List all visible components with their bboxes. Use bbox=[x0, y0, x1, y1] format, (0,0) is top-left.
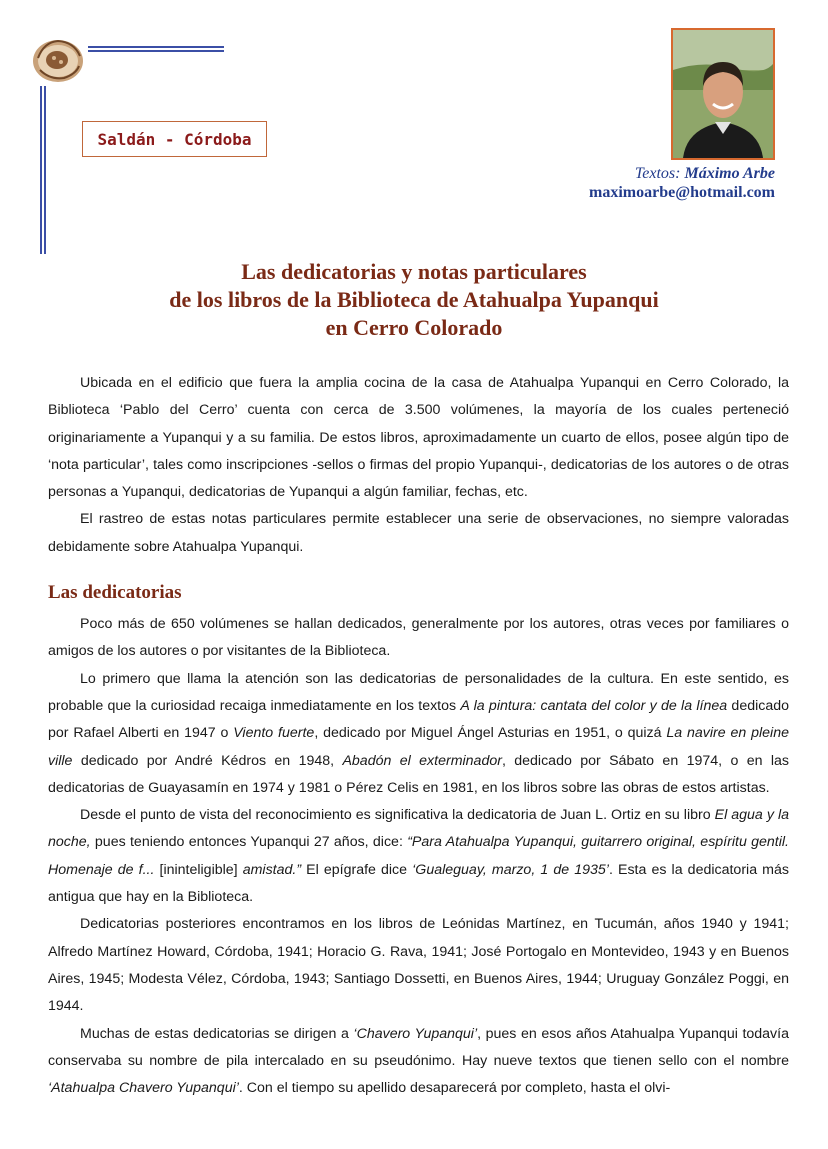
text-run: [ininteligible] bbox=[154, 861, 243, 878]
decorative-horizontal-rule bbox=[88, 46, 224, 52]
section-heading: Las dedicatorias bbox=[48, 582, 182, 604]
text-run: pues teniendo entonces Yupanqui 27 años, dice: bbox=[90, 834, 408, 851]
quotation: ‘Chavero Yupanqui’ bbox=[353, 1025, 478, 1042]
body-paragraph bbox=[48, 666, 789, 802]
location-label bbox=[82, 121, 267, 157]
body-paragraph bbox=[48, 1021, 789, 1103]
title-line: Las dedicatorias y notas particulares bbox=[241, 259, 587, 284]
text-run: , dedicado por Miguel Ángel Asturias en 1951, o quizá bbox=[314, 725, 667, 742]
article-body bbox=[48, 370, 789, 1102]
quotation: ‘Atahualpa Chavero Yupanqui’ bbox=[48, 1080, 239, 1097]
text-run: . Esta es la dedicatoria más antigua que hay en la Biblioteca. bbox=[48, 861, 789, 906]
credit-label: Textos: bbox=[634, 165, 681, 182]
author-name: Máximo Arbe bbox=[684, 165, 775, 182]
body-paragraph: Poco más de 650 volúmenes se hallan dedicados, generalmente por los autores, otras veces por familiares o amigos de los autores o por visitantes de la Biblioteca. bbox=[48, 616, 789, 660]
sunflower-emblem-icon bbox=[30, 36, 86, 84]
text-run: Muchas de estas dedicatorias se dirigen a bbox=[80, 1025, 354, 1042]
title-line: en Cerro Colorado bbox=[325, 315, 503, 340]
text-run: , dedicado por Sábato en 1974, o en las dedicatorias de Guayasamín en 1974 y 1981 o Pérez Celis en 1981, en los libros sobre las obras de estos artistas. bbox=[48, 752, 789, 796]
body-paragraph: Dedicatorias posteriores encontramos en los libros de Leónidas Martínez, en Tucumán, años 1940 y 1941; Alfredo Martínez Howard, Córdoba, 1941; Horacio G. Rava, 1941; José Portogalo en Montevideo, 1943 y en Buenos Aires, 1945; Modesta Vélez, Córdoba, 1943; Santiago Dossetti, en Buenos Aires, 1944; Uruguay González Poggi, en 1944. bbox=[48, 916, 789, 1015]
book-title: A la pintura: cantata del color y de la línea bbox=[460, 697, 728, 714]
decorative-vertical-rule bbox=[40, 86, 46, 254]
quotation: “Para Atahualpa Yupanqui, guitarrero original, espíritu gentil. Homenaje de f... bbox=[48, 834, 789, 878]
location-text: Saldán - Córdoba bbox=[97, 129, 252, 149]
body-paragraph bbox=[48, 802, 789, 911]
intro-paragraph: El rastreo de estas notas particulares permite establecer una serie de observaciones, no siempre valoradas debidamente sobre Atahualpa Yupanqui. bbox=[48, 511, 789, 555]
text-run: dedicado por André Kédros en 1948, bbox=[72, 752, 343, 769]
author-photo bbox=[671, 28, 775, 160]
book-title: El agua y la noche, bbox=[48, 807, 789, 851]
quotation: ‘Gualeguay, marzo, 1 de 1935’ bbox=[412, 861, 609, 878]
book-title: Abadón el exterminador bbox=[342, 752, 502, 769]
article-title bbox=[0, 258, 828, 342]
text-run: dedicado por Rafael Alberti en 1947 o bbox=[48, 697, 790, 742]
quotation: amistad.” bbox=[242, 861, 302, 878]
title-line: de los libros de la Biblioteca de Atahualpa Yupanqui bbox=[169, 287, 659, 312]
author-email: maximoarbe@hotmail.com bbox=[589, 184, 775, 201]
intro-paragraph: Ubicada en el edificio que fuera la amplia cocina de la casa de Atahualpa Yupanqui en Cerro Colorado, la Biblioteca ‘Pablo del Cerro’ cuenta con cerca de 3.500 volúmenes, la mayoría de los cuales perteneció originariamente a Yupanqui y a su familia. De estos libros, aproximadamente un cuarto de ellos, posee algún tipo de ‘nota particular’, tales como inscripciones -sellos o firmas del propio Yupanqui-, dedicatorias de los autores o de otras personas a Yupanqui, dedicatorias de Yupanqui a algún familiar, fechas, etc. bbox=[48, 375, 789, 501]
author-credit bbox=[589, 164, 775, 202]
author-portrait-image bbox=[673, 30, 773, 158]
book-title: Viento fuerte bbox=[233, 725, 315, 742]
text-run: , pues en esos años Atahualpa Yupanqui todavía conservaba su nombre de pila intercalado en su pseudónimo. Hay nueve textos que tienen sello con el nombre bbox=[48, 1025, 789, 1069]
text-run: . Con el tiempo su apellido desaparecerá por completo, hasta el olvi- bbox=[238, 1080, 671, 1097]
text-run: Lo primero que llama la atención son las dedicatorias de personalidades de la cultura. En este sentido, es probable que la curiosidad recaiga inmediatamente en los textos bbox=[48, 670, 789, 714]
text-run: El epígrafe dice bbox=[301, 861, 413, 878]
text-run: Desde el punto de vista del reconocimiento es significativa la dedicatoria de Juan L. Ortiz en su libro bbox=[80, 807, 715, 824]
book-title: La navire en pleine ville bbox=[48, 725, 789, 769]
